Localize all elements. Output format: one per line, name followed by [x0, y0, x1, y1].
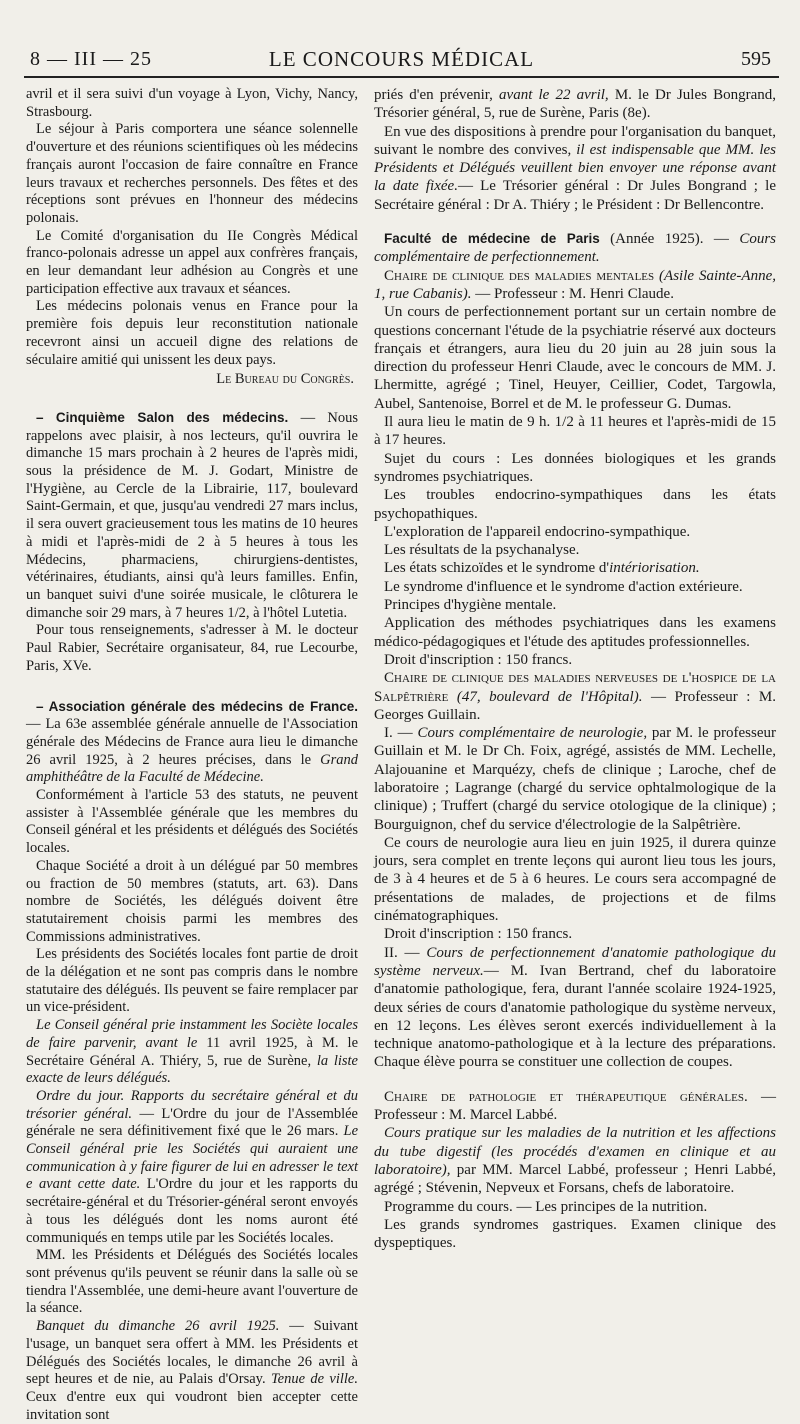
- chair-heading: Chaire de clinique des maladies mentales (Asile Sainte-Anne, 1, rue Cabanis). — Professeur : M. Henri Claude.: [374, 267, 776, 302]
- paragraph: Principes d'hygiène mentale.: [384, 597, 557, 614]
- paragraph: Ce cours de neurologie aura lieu en juin 1925, il durera quinze jours, sera complet en trente leçons qui auront lieu tous les jours, de 3 à 4 heures et de 5 à 6 heures. Le cours sera accompagné de présentations de malades, de projections et de films cinématographiques.: [374, 834, 776, 925]
- paragraph: Les troubles endocrino-sympathiques dans les états psychopathiques.: [374, 487, 776, 522]
- paragraph: Le séjour à Paris comportera une séance solennelle d'ouverture et des réunions scientifiques où les médecins français auront l'occasion de faire connaître en France leurs travaux et recherches personnels. Des fêtes et des réceptions sont prévues en l'honneur des médecins polonais.: [26, 121, 358, 226]
- paragraph: Chaque Société a droit à un délégué par 50 membres ou fraction de 50 membres (statuts, art. 63). Dans nombre de Sociétés, les délégués doivent être statutairement choisis parmi les membres des Commissions administratives.: [26, 857, 358, 945]
- paragraph: Cours pratique sur les maladies de la nutrition et les affections du tube digestif (les procédés d'examen en clinique et au laboratoire), par MM. Marcel Labbé, professeur ; Henri Labbé, agrégé ; Stévenin, Nepveux et Forsans, chefs de laboratoire.: [374, 1125, 776, 1197]
- paragraph: MM. les Présidents et Délégués des Sociétés locales sont prévenus qu'ils peuvent se réunir dans la salle où se tiendra l'Assemblée, une demi-heure avant l'ouverture de la séance.: [26, 1247, 358, 1317]
- journal-title: LE CONCOURS MÉDICAL: [268, 47, 535, 71]
- paragraph: Le Comité d'organisation du IIe Congrès Médical franco-polonais adresse un appel aux confrères français, en leur demandant leur adhésion au Congrès et une participation effective aux travaux et séances.: [26, 227, 358, 297]
- section-gap: [374, 214, 776, 230]
- page-number: 595: [741, 48, 771, 70]
- section-title: Faculté de médecine de Paris: [384, 231, 600, 247]
- paragraph: Les états schizoïdes et le syndrome d'intériorisation.: [384, 560, 700, 577]
- section-title: – Cinquième Salon des médecins.: [36, 409, 289, 425]
- section-gap: [26, 393, 358, 409]
- association-section: – Association générale des médecins de France. — La 63e assemblée générale annuelle de l'Association générale des Médecins de France aura lieu le dimanche 26 avril 1925, à 2 heures précises, dans le Grand amphithéâtre de la Faculté de Médecine.: [26, 698, 358, 786]
- salon-section: – Cinquième Salon des médecins. — Nous rappelons avec plaisir, à nos lecteurs, qu'il ouvrira le dimanche 15 mars prochain à 2 heures de l'après midi, sous la présidence de M. J. Godart, Ministre de l'Hygiène, au Cercle de la Librairie, 117, boulevard Saint-Germain, et que, jusqu'au vendredi 27 mars inclus, il sera ouvert gracieusement tous les matins de 10 heures à midi et l'après-midi de 2 à 5 heures à tous les Médecins, pharmaciens, chirurgiens-dentistes, vétérinaires, étudiants, ainsi qu'à leurs familles. Enfin, un banquet suivi d'une soirée musicale, le clôturera le dimanche soir 29 mars, à 7 heures 1/2, à l'hôtel Lutetia.: [26, 409, 358, 621]
- paragraph: Programme du cours. — Les principes de la nutrition.: [384, 1198, 708, 1215]
- paragraph: Les médecins polonais venus en France pour la première fois depuis leur reconstitution nationale recevront ainsi un accueil digne des relations de séculaire amitié qui unissent les deux pays.: [26, 298, 358, 368]
- paragraph: priés d'en prévenir, avant le 22 avril, M. le Dr Jules Bongrand, Trésorier général, 5, rue de Surène, Paris (8e).: [374, 87, 777, 122]
- paragraph: Application des méthodes psychiatriques dans les examens médico-pédagogiques et l'étude des aptitudes professionnelles.: [374, 615, 776, 650]
- paragraph: Droit d'inscription : 150 francs.: [384, 926, 573, 943]
- section-gap: [26, 676, 358, 698]
- issue-date: 8 — III — 25: [30, 48, 152, 70]
- paragraph: Sujet du cours : Les données biologiques et les grands syndromes psychiatriques.: [374, 450, 776, 485]
- paragraph: Pour tous renseignements, s'adresser à M. le docteur Paul Rabier, Secrétaire organisateur, 84, rue Lecourbe, Paris, XVe.: [26, 622, 358, 674]
- paragraph: II. — Cours de perfectionnement d'anatomie pathologique du système nerveux.— M. Ivan Bertrand, chef du laboratoire d'anatomie pathologique, fera, durant l'année scolaire 1924-1925, deux séries de cours d'anatomie pathologique du système nerveux, en 12 leçons. Les élèves seront exercés individuellement à la technique anatomo-pathologique et à la lecture des préparations. Chaque élève pourra se constituer une collection de coupes.: [374, 944, 776, 1071]
- paragraph: Droit d'inscription : 150 francs.: [384, 651, 573, 668]
- section-title: – Association générale des médecins de France.: [36, 698, 358, 714]
- chair-heading: Chaire de clinique des maladies nerveuses de l'hospice de la Salpêtrière (47, boulevard de l'Hôpital). — Professeur : M. Georges Guillain.: [374, 670, 777, 723]
- faculty-section: Faculté de médecine de Paris (Année 1925). — Cours complémentaire de perfectionnement.: [374, 231, 776, 266]
- paragraph: Le syndrome d'influence et le syndrome d'action extérieure.: [384, 578, 743, 595]
- chair-heading: Chaire de pathologie et thérapeutique générales. — Professeur : M. Marcel Labbé.: [374, 1088, 776, 1124]
- paragraph: I. — Cours complémentaire de neurologie, par M. le professeur Guillain et M. le Dr Ch. Foix, agrégé, assistés de MM. Lechelle, Alajouanine et Marquézy, chefs de clinique ; Laroche, chef de laboratoire ; Lagrange (chargé du service ophtalmologique de la clinique) ; Truffert (chargé du service otologique de la clinique) ; Bourguignon, chef du service d'électrologie de la Salpêtrière.: [374, 725, 776, 833]
- paragraph: L'exploration de l'appareil endocrino-sympathique.: [384, 523, 691, 540]
- paragraph: Un cours de perfectionnement portant sur un certain nombre de questions concernant l'étude de la psychiatrie réservé aux docteurs français et étrangers, aura lieu du 20 juin au 28 juin sous la direction du professeur Henri Claude, avec le concours de MM. J. Lhermitte, agrégé ; Tinel, Heuyer, Ceillier, Codet, Targowla, Aubel, Santenoise, Borrel et de M. le professeur G. Dumas.: [374, 304, 776, 412]
- signature: Le Bureau du Congrès.: [216, 371, 354, 388]
- right-column: [374, 86, 776, 1252]
- paragraph: Ordre du jour. Rapports du secrétaire général et du trésorier général. — L'Ordre du jour de l'Assemblée générale ne sera définitivement fixé que le 26 mars. Le Conseil général prie les Sociétés qui auraient une communication à y faire figurer de lui en adresser le text e avant cette date. L'Ordre du jour et les rapports du secrétaire-général et du Trésorier-général seront envoyés à tous les délégués dont les noms auront été communiqués en temps utile par les Sociétés locales.: [26, 1087, 358, 1246]
- paragraph: Les présidents des Sociétés locales font partie de droit de la délégation et ne sont pas compris dans le nombre statutaire des délégués. Ils peuvent se faire remplacer par un vice-président.: [26, 946, 358, 1016]
- section-gap: [374, 1072, 776, 1088]
- paragraph: Banquet du dimanche 26 avril 1925. — Suivant l'usage, un banquet sera offert à MM. les Présidents et Délégués des Sociétés locales, le dimanche 26 avril à sept heures et de nie, au Palais d'Orsay. Tenue de ville. Ceux d'entre eux qui voudront bien accepter cette invitation sont: [26, 1318, 358, 1423]
- paragraph: Il aura lieu le matin de 9 h. 1/2 à 11 heures et l'après-midi de 15 à 17 heures.: [374, 414, 776, 449]
- paragraph: Conformément à l'article 53 des statuts, ne peuvent assister à l'Assemblée générale que les membres du Conseil général et les présidents et délégués des Sociétés locales.: [26, 787, 358, 857]
- paragraph: En vue des dispositions à prendre pour l'organisation du banquet, suivant le nombre des convives, il est indispensable que MM. les Présidents et Délégués veuillent bien envoyer une réponse avant la date fixée.— Le Trésorier général : Dr Jules Bongrand ; le Secrétaire général : Dr A. Thiéry ; le Président : Dr Bellencontre.: [374, 123, 776, 213]
- page-header: [24, 44, 779, 78]
- paragraph: Le Conseil général prie instamment les Sociète locales de faire parvenir, avant le 11 avril 1925, à M. le Secrétaire Général A. Thiéry, 5, rue de Surène, la liste exacte de leurs délégués.: [26, 1017, 359, 1087]
- paragraph: avril et il sera suivi d'un voyage à Lyon, Vichy, Nancy, Strasbourg.: [26, 86, 358, 120]
- paragraph: Les résultats de la psychanalyse.: [384, 542, 580, 559]
- left-column: [26, 86, 358, 1424]
- paragraph: Les grands syndromes gastriques. Examen clinique des dyspeptiques.: [374, 1216, 776, 1252]
